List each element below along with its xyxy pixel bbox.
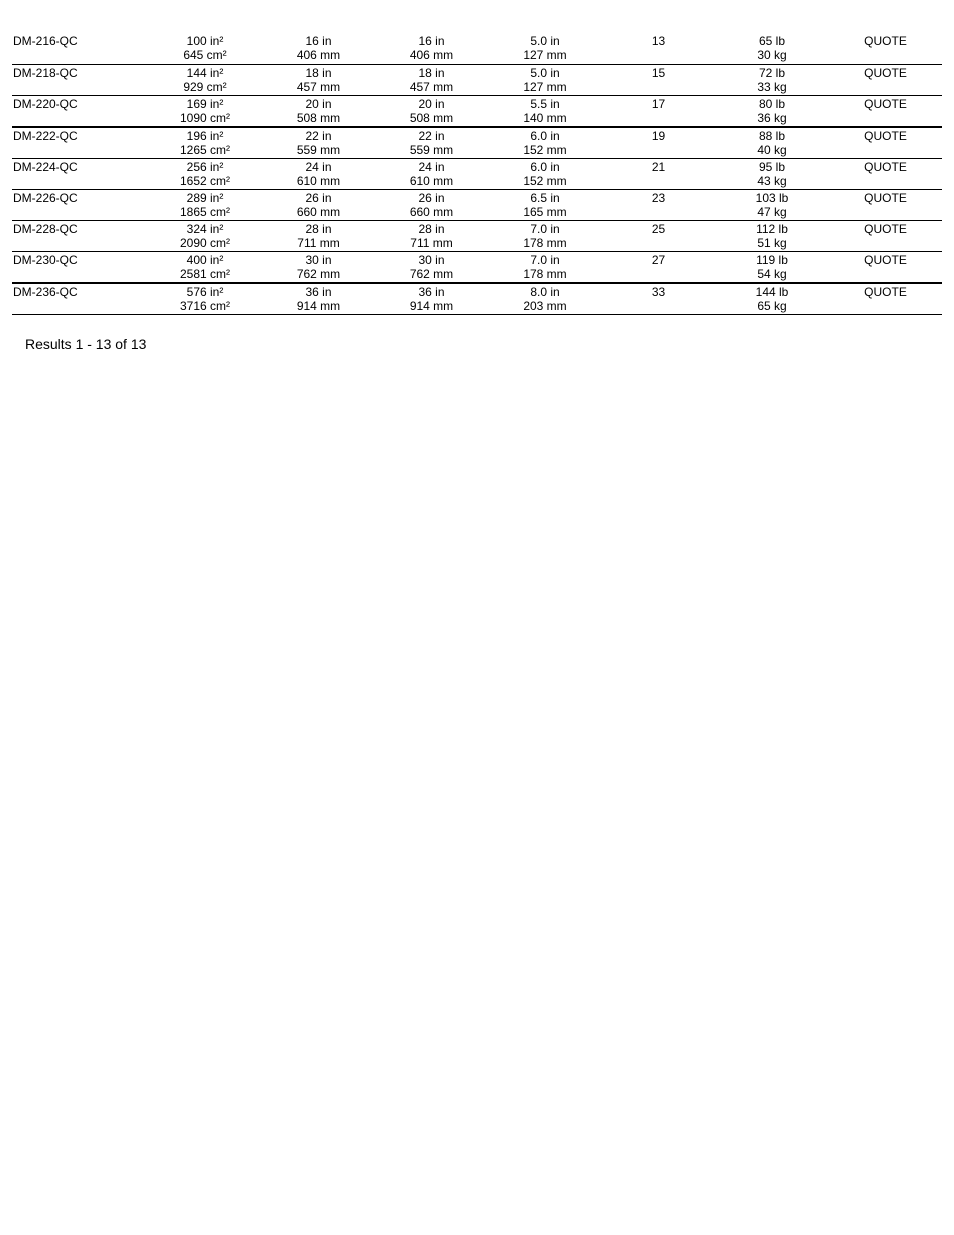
weight-metric: 47 kg bbox=[757, 204, 787, 219]
length-cell bbox=[375, 189, 488, 220]
action-cell bbox=[829, 64, 942, 95]
count-value: 33 bbox=[651, 284, 666, 299]
length-imperial: 26 in bbox=[418, 190, 445, 205]
count-value: 17 bbox=[651, 96, 666, 111]
area-metric: 645 cm² bbox=[183, 48, 227, 62]
width-metric: 457 mm bbox=[296, 79, 341, 94]
action-cell bbox=[829, 158, 942, 189]
area-metric: 929 cm² bbox=[183, 79, 227, 94]
table-row bbox=[12, 189, 942, 220]
depth-imperial: 6.5 in bbox=[530, 190, 560, 205]
depth-metric: 152 mm bbox=[523, 173, 567, 188]
weight-cell bbox=[715, 251, 829, 283]
model-cell bbox=[12, 189, 148, 220]
length-metric: 508 mm bbox=[409, 110, 454, 125]
action-cell bbox=[829, 127, 942, 159]
depth-cell bbox=[488, 95, 602, 127]
weight-metric: 36 kg bbox=[757, 110, 787, 125]
quote-link[interactable]: QUOTE bbox=[864, 159, 907, 174]
depth-imperial: 5.5 in bbox=[530, 96, 560, 111]
area-cell bbox=[148, 158, 262, 189]
model-cell bbox=[12, 95, 148, 127]
width-metric: 508 mm bbox=[296, 110, 341, 125]
count-value: 23 bbox=[651, 190, 666, 205]
area-cell bbox=[148, 95, 262, 127]
length-metric: 914 mm bbox=[409, 298, 454, 313]
depth-imperial: 6.0 in bbox=[530, 128, 560, 143]
length-cell bbox=[375, 220, 488, 251]
area-imperial: 196 in² bbox=[186, 128, 224, 143]
depth-cell bbox=[488, 220, 602, 251]
length-cell bbox=[375, 33, 488, 64]
weight-imperial: 72 lb bbox=[758, 65, 786, 80]
weight-metric: 43 kg bbox=[757, 173, 787, 188]
length-metric: 711 mm bbox=[410, 235, 453, 250]
area-metric: 1265 cm² bbox=[179, 142, 231, 157]
area-imperial: 324 in² bbox=[186, 221, 224, 236]
length-cell bbox=[375, 158, 488, 189]
width-cell bbox=[262, 283, 375, 315]
weight-imperial: 95 lb bbox=[758, 159, 786, 174]
depth-imperial: 6.0 in bbox=[530, 159, 560, 174]
model-number: DM-220-QC bbox=[13, 96, 78, 111]
quote-link[interactable]: QUOTE bbox=[864, 128, 907, 143]
area-metric: 1090 cm² bbox=[179, 110, 231, 125]
quote-link[interactable]: QUOTE bbox=[864, 96, 907, 111]
depth-imperial: 7.0 in bbox=[530, 252, 560, 267]
model-cell bbox=[12, 127, 148, 159]
count-cell bbox=[602, 33, 715, 64]
weight-imperial: 65 lb bbox=[758, 34, 786, 48]
length-imperial: 30 in bbox=[418, 252, 445, 267]
area-imperial: 256 in² bbox=[186, 159, 224, 174]
depth-metric: 127 mm bbox=[523, 48, 567, 62]
depth-cell bbox=[488, 64, 602, 95]
action-cell bbox=[829, 220, 942, 251]
width-metric: 914 mm bbox=[296, 298, 341, 313]
count-cell bbox=[602, 189, 715, 220]
count-cell bbox=[602, 283, 715, 315]
area-cell bbox=[148, 220, 262, 251]
area-imperial: 169 in² bbox=[186, 96, 224, 111]
action-cell bbox=[829, 95, 942, 127]
action-cell bbox=[829, 189, 942, 220]
width-metric: 660 mm bbox=[296, 204, 341, 219]
area-metric: 3716 cm² bbox=[179, 298, 231, 313]
table-row bbox=[12, 220, 942, 251]
depth-metric: 152 mm bbox=[523, 142, 567, 157]
length-cell bbox=[375, 251, 488, 283]
action-cell bbox=[829, 33, 942, 64]
width-cell bbox=[262, 95, 375, 127]
depth-metric: 178 mm bbox=[523, 235, 567, 250]
depth-metric: 178 mm bbox=[523, 266, 567, 281]
results-table-body bbox=[12, 33, 942, 314]
width-cell bbox=[262, 127, 375, 159]
area-cell bbox=[148, 64, 262, 95]
width-imperial: 36 in bbox=[305, 284, 332, 299]
depth-metric: 165 mm bbox=[523, 204, 567, 219]
area-cell bbox=[148, 127, 262, 159]
count-value: 27 bbox=[651, 252, 666, 267]
width-imperial: 22 in bbox=[305, 128, 332, 143]
weight-cell bbox=[715, 220, 829, 251]
count-value: 13 bbox=[651, 34, 666, 48]
count-value: 19 bbox=[651, 128, 666, 143]
width-cell bbox=[262, 64, 375, 95]
count-value: 25 bbox=[651, 221, 666, 236]
weight-cell bbox=[715, 189, 829, 220]
weight-imperial: 119 lb bbox=[756, 252, 788, 267]
length-cell bbox=[375, 283, 488, 315]
results-count: Results 1 - 13 of 13 bbox=[25, 336, 147, 352]
length-cell bbox=[375, 127, 488, 159]
area-metric: 2090 cm² bbox=[179, 235, 231, 250]
area-imperial: 100 in² bbox=[186, 34, 224, 48]
weight-cell bbox=[715, 64, 829, 95]
length-cell bbox=[375, 64, 488, 95]
model-number: DM-222-QC bbox=[13, 128, 78, 143]
area-cell bbox=[148, 251, 262, 283]
width-imperial: 30 in bbox=[305, 252, 332, 267]
depth-metric: 127 mm bbox=[523, 79, 567, 94]
width-metric: 406 mm bbox=[296, 48, 341, 62]
length-metric: 762 mm bbox=[409, 266, 454, 281]
depth-imperial: 8.0 in bbox=[530, 284, 560, 299]
model-cell bbox=[12, 158, 148, 189]
action-cell bbox=[829, 283, 942, 315]
model-number: DM-236-QC bbox=[13, 284, 78, 299]
count-value: 21 bbox=[651, 159, 666, 174]
area-imperial: 576 in² bbox=[186, 284, 224, 299]
width-metric: 711 mm bbox=[297, 235, 340, 250]
depth-cell bbox=[488, 283, 602, 315]
length-imperial: 16 in bbox=[418, 34, 445, 48]
area-cell bbox=[148, 283, 262, 315]
width-cell bbox=[262, 158, 375, 189]
quote-link[interactable]: QUOTE bbox=[864, 252, 907, 267]
weight-imperial: 80 lb bbox=[758, 96, 786, 111]
count-cell bbox=[602, 95, 715, 127]
quote-link[interactable]: QUOTE bbox=[864, 65, 907, 80]
width-cell bbox=[262, 220, 375, 251]
model-cell bbox=[12, 64, 148, 95]
length-imperial: 28 in bbox=[418, 221, 445, 236]
length-imperial: 36 in bbox=[418, 284, 445, 299]
weight-imperial: 103 lb bbox=[755, 190, 789, 205]
quote-link[interactable]: QUOTE bbox=[864, 221, 907, 236]
depth-metric: 203 mm bbox=[523, 298, 567, 313]
quote-link[interactable]: QUOTE bbox=[864, 34, 907, 48]
length-metric: 457 mm bbox=[409, 79, 454, 94]
weight-metric: 30 kg bbox=[757, 48, 787, 62]
model-number: DM-216-QC bbox=[13, 34, 78, 48]
weight-metric: 40 kg bbox=[757, 142, 787, 157]
model-number: DM-230-QC bbox=[13, 252, 78, 267]
length-imperial: 20 in bbox=[418, 96, 445, 111]
width-imperial: 16 in bbox=[305, 34, 332, 48]
width-imperial: 18 in bbox=[305, 65, 332, 80]
table-row bbox=[12, 95, 942, 127]
depth-imperial: 7.0 in bbox=[530, 221, 560, 236]
depth-cell bbox=[488, 251, 602, 283]
depth-cell bbox=[488, 127, 602, 159]
weight-imperial: 88 lb bbox=[758, 128, 786, 143]
model-cell bbox=[12, 251, 148, 283]
count-cell bbox=[602, 251, 715, 283]
weight-metric: 54 kg bbox=[757, 266, 787, 281]
width-cell bbox=[262, 251, 375, 283]
area-imperial: 289 in² bbox=[186, 190, 224, 205]
weight-metric: 33 kg bbox=[757, 79, 787, 94]
quote-link[interactable]: QUOTE bbox=[864, 284, 907, 299]
weight-imperial: 112 lb bbox=[756, 221, 788, 236]
length-metric: 610 mm bbox=[409, 173, 454, 188]
area-imperial: 144 in² bbox=[186, 65, 224, 80]
width-metric: 610 mm bbox=[296, 173, 341, 188]
area-cell bbox=[148, 33, 262, 64]
width-imperial: 26 in bbox=[305, 190, 332, 205]
table-row bbox=[12, 33, 942, 64]
depth-cell bbox=[488, 33, 602, 64]
table-row bbox=[12, 283, 942, 315]
area-metric: 1865 cm² bbox=[179, 204, 231, 219]
count-cell bbox=[602, 127, 715, 159]
table-row bbox=[12, 251, 942, 283]
depth-imperial: 5.0 in bbox=[530, 65, 560, 80]
length-metric: 660 mm bbox=[409, 204, 454, 219]
depth-cell bbox=[488, 189, 602, 220]
weight-cell bbox=[715, 158, 829, 189]
model-number: DM-228-QC bbox=[13, 221, 78, 236]
area-metric: 2581 cm² bbox=[179, 266, 231, 281]
action-cell bbox=[829, 251, 942, 283]
area-imperial: 400 in² bbox=[186, 252, 224, 267]
count-cell bbox=[602, 220, 715, 251]
count-value: 15 bbox=[651, 65, 666, 80]
length-metric: 559 mm bbox=[409, 142, 454, 157]
width-cell bbox=[262, 33, 375, 64]
depth-metric: 140 mm bbox=[523, 110, 567, 125]
weight-metric: 51 kg bbox=[757, 235, 787, 250]
model-cell bbox=[12, 33, 148, 64]
depth-imperial: 5.0 in bbox=[530, 34, 560, 48]
model-number: DM-224-QC bbox=[13, 159, 78, 174]
length-imperial: 18 in bbox=[418, 65, 445, 80]
weight-cell bbox=[715, 33, 829, 64]
model-cell bbox=[12, 283, 148, 315]
table-row bbox=[12, 127, 942, 159]
width-imperial: 24 in bbox=[305, 159, 332, 174]
width-cell bbox=[262, 189, 375, 220]
weight-cell bbox=[715, 283, 829, 315]
length-cell bbox=[375, 95, 488, 127]
weight-metric: 65 kg bbox=[757, 298, 787, 313]
model-cell bbox=[12, 220, 148, 251]
model-number: DM-218-QC bbox=[13, 65, 78, 80]
model-number: DM-226-QC bbox=[13, 190, 78, 205]
weight-cell bbox=[715, 95, 829, 127]
table-row bbox=[12, 64, 942, 95]
width-metric: 559 mm bbox=[296, 142, 341, 157]
results-table bbox=[12, 33, 942, 315]
area-cell bbox=[148, 189, 262, 220]
area-metric: 1652 cm² bbox=[179, 173, 231, 188]
table-row bbox=[12, 158, 942, 189]
count-cell bbox=[602, 64, 715, 95]
length-metric: 406 mm bbox=[409, 48, 454, 62]
length-imperial: 22 in bbox=[418, 128, 445, 143]
width-imperial: 28 in bbox=[305, 221, 332, 236]
weight-cell bbox=[715, 127, 829, 159]
length-imperial: 24 in bbox=[418, 159, 445, 174]
weight-imperial: 144 lb bbox=[755, 284, 789, 299]
depth-cell bbox=[488, 158, 602, 189]
width-metric: 762 mm bbox=[296, 266, 341, 281]
count-cell bbox=[602, 158, 715, 189]
quote-link[interactable]: QUOTE bbox=[864, 190, 907, 205]
width-imperial: 20 in bbox=[305, 96, 332, 111]
